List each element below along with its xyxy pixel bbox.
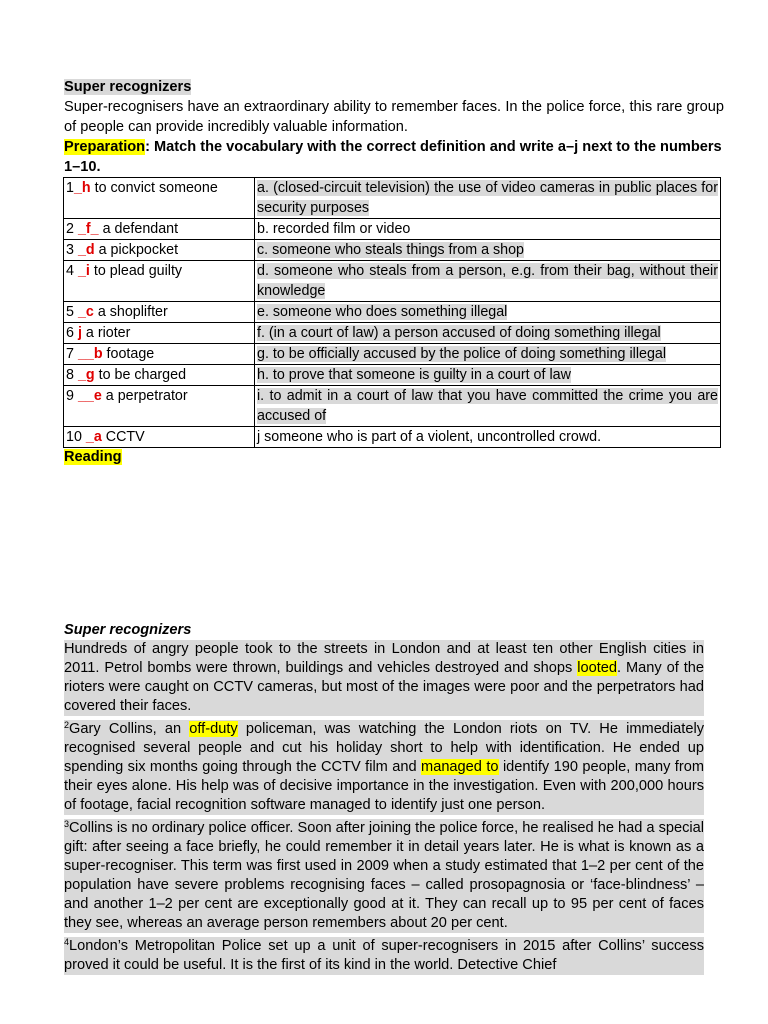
reading-article bbox=[64, 620, 704, 979]
vocab-definition: d. someone who steals from a person, e.g. from their bag, without their knowledge bbox=[257, 263, 718, 299]
vocab-definition-cell bbox=[255, 261, 721, 302]
vocab-term-cell bbox=[64, 261, 255, 302]
vocab-number: 8 bbox=[66, 367, 74, 383]
vocab-term-cell bbox=[64, 240, 255, 261]
vocab-definition: j someone who is part of a violent, uncontrolled crowd. bbox=[257, 429, 602, 445]
vocab-term: a shoplifter bbox=[93, 304, 168, 320]
vocab-definition-cell bbox=[255, 427, 721, 448]
vocab-number: 5 bbox=[66, 304, 74, 320]
preparation-text: : Match the vocabulary with the correct definition and write a–j next to the numbers 1–10. bbox=[64, 139, 722, 175]
vocab-term: to plead guilty bbox=[89, 263, 183, 279]
vocab-row bbox=[64, 261, 721, 302]
worksheet-title: Super recognizers bbox=[64, 79, 192, 95]
p3-number: 3 bbox=[64, 819, 70, 829]
vocab-term-cell bbox=[64, 344, 255, 365]
p4-number: 4 bbox=[64, 937, 70, 947]
vocab-row bbox=[64, 344, 721, 365]
vocab-answer: j bbox=[77, 325, 82, 341]
vocab-number: 3 bbox=[66, 242, 74, 258]
article-paragraph-2 bbox=[64, 720, 704, 815]
vocab-term-cell bbox=[64, 178, 255, 219]
vocab-number: 6 bbox=[66, 325, 74, 341]
vocab-row bbox=[64, 323, 721, 344]
highlight-off-duty: off-duty bbox=[189, 721, 238, 737]
vocab-term: footage bbox=[102, 346, 155, 362]
intro-paragraph: Super-recognisers have an extraordinary ability to remember faces. In the police force, this rare group of people can provide incredibly valuable information. bbox=[64, 99, 724, 135]
vocab-definition: c. someone who steals things from a shop bbox=[257, 242, 525, 258]
vocab-row bbox=[64, 240, 721, 261]
vocab-answer: _a bbox=[85, 429, 102, 445]
vocab-number: 1 bbox=[66, 180, 74, 196]
p2-number: 2 bbox=[64, 720, 70, 730]
vocab-definition-cell bbox=[255, 178, 721, 219]
vocab-term-cell bbox=[64, 302, 255, 323]
p2-text-a: Gary Collins, an bbox=[69, 721, 190, 737]
article-title: Super recognizers bbox=[64, 622, 192, 638]
article-paragraph-3 bbox=[64, 819, 704, 933]
vocab-number: 7 bbox=[66, 346, 74, 362]
vocab-row bbox=[64, 365, 721, 386]
vocab-definition: g. to be officially accused by the police of doing something illegal bbox=[257, 346, 667, 362]
vocabulary-table bbox=[63, 177, 721, 448]
vocab-definition: e. someone who does something illegal bbox=[257, 304, 508, 320]
highlight-managed-to: managed to bbox=[421, 759, 499, 775]
vocab-term-cell bbox=[64, 323, 255, 344]
vocab-definition: f. (in a court of law) a person accused of doing something illegal bbox=[257, 325, 661, 341]
vocab-term: a rioter bbox=[81, 325, 131, 341]
vocab-term: to be charged bbox=[94, 367, 187, 383]
vocab-number: 9 bbox=[66, 388, 74, 404]
vocab-number: 10 bbox=[66, 429, 82, 445]
vocab-term-cell bbox=[64, 219, 255, 240]
vocab-answer: _i bbox=[77, 263, 90, 279]
vocab-number: 2 bbox=[66, 221, 74, 237]
vocab-term-cell bbox=[64, 386, 255, 427]
article-paragraph-1 bbox=[64, 640, 704, 716]
p3-text: Collins is no ordinary police officer. Soon after joining the police force, he realised he had a special gift: after seeing a face briefly, he could remember it in detail years later. He is what is known as a super-recogniser. This term was first used in 2009 when a study estimated that 1–2 per cent of the population have severe problems recognising faces – called prosopagnosia or ‘face-blindness’ – and another 1–2 per cent are exceptionally good at it. They can recall up to 95 per cent of faces they see, whereas an average person remembers about 20 per cent. bbox=[64, 820, 704, 931]
vocab-term: to convict someone bbox=[90, 180, 218, 196]
vocab-definition: i. to admit in a court of law that you have committed the crime you are accused of bbox=[257, 388, 718, 424]
vocab-definition-cell bbox=[255, 323, 721, 344]
vocab-definition: h. to prove that someone is guilty in a court of law bbox=[257, 367, 571, 383]
p4-text: London’s Metropolitan Police set up a unit of super-recognisers in 2015 after Collins’ success proved it could be useful. It is the first of its kind in the world. Detective Chief bbox=[64, 938, 704, 973]
vocab-answer: _g bbox=[77, 367, 95, 383]
reading-label-text: Reading bbox=[64, 449, 122, 465]
vocab-definition: a. (closed-circuit television) the use of video cameras in public places for security purposes bbox=[257, 180, 718, 216]
highlight-looted: looted bbox=[577, 660, 617, 676]
vocab-answer: _d bbox=[77, 242, 95, 258]
vocab-term: CCTV bbox=[101, 429, 145, 445]
vocab-answer: _f_ bbox=[77, 221, 99, 237]
preparation-instruction bbox=[64, 137, 724, 177]
vocab-row bbox=[64, 219, 721, 240]
vocab-row bbox=[64, 386, 721, 427]
vocab-definition-cell bbox=[255, 302, 721, 323]
vocab-definition: b. recorded film or video bbox=[257, 221, 411, 237]
vocab-term: a pickpocket bbox=[94, 242, 179, 258]
vocab-term: a defendant bbox=[98, 221, 179, 237]
vocab-term: a perpetrator bbox=[101, 388, 188, 404]
vocab-definition-cell bbox=[255, 365, 721, 386]
vocab-answer: __e bbox=[77, 388, 102, 404]
vocab-row bbox=[64, 427, 721, 448]
vocab-number: 4 bbox=[66, 263, 74, 279]
vocab-row bbox=[64, 178, 721, 219]
vocab-term-cell bbox=[64, 427, 255, 448]
article-paragraph-4 bbox=[64, 937, 704, 975]
vocab-row bbox=[64, 302, 721, 323]
vocab-definition-cell bbox=[255, 386, 721, 427]
vocab-definition-cell bbox=[255, 344, 721, 365]
vocab-term-cell bbox=[64, 365, 255, 386]
vocab-answer: _h bbox=[73, 180, 91, 196]
p2-text-b: policeman, was watching the London riots on TV. He immediately recognised several people and cut his holiday short to help with identification. He ended up spending six months going through the CCTV film and bbox=[64, 721, 704, 775]
vocab-definition-cell bbox=[255, 240, 721, 261]
p1-text-a: Hundreds of angry people took to the streets in London and at least ten other English cities in 2011. Petrol bombs were thrown, buildings and vehicles destroyed and shops bbox=[64, 641, 704, 676]
worksheet bbox=[64, 78, 724, 467]
vocab-definition-cell bbox=[255, 219, 721, 240]
p1-text-b: . Many of the rioters were caught on CCTV cameras, but most of the images were poor and the perpetrators had covered their faces. bbox=[64, 660, 704, 714]
preparation-label: Preparation bbox=[64, 139, 146, 155]
vocab-answer: __b bbox=[77, 346, 103, 362]
vocab-answer: _c bbox=[77, 304, 94, 320]
p2-text-c: identify 190 people, many from their eyes alone. His help was of decisive importance in the investigation. Even with 200,000 hours of footage, facial recognition software managed to identify just one person. bbox=[64, 759, 704, 813]
reading-label bbox=[64, 448, 724, 467]
